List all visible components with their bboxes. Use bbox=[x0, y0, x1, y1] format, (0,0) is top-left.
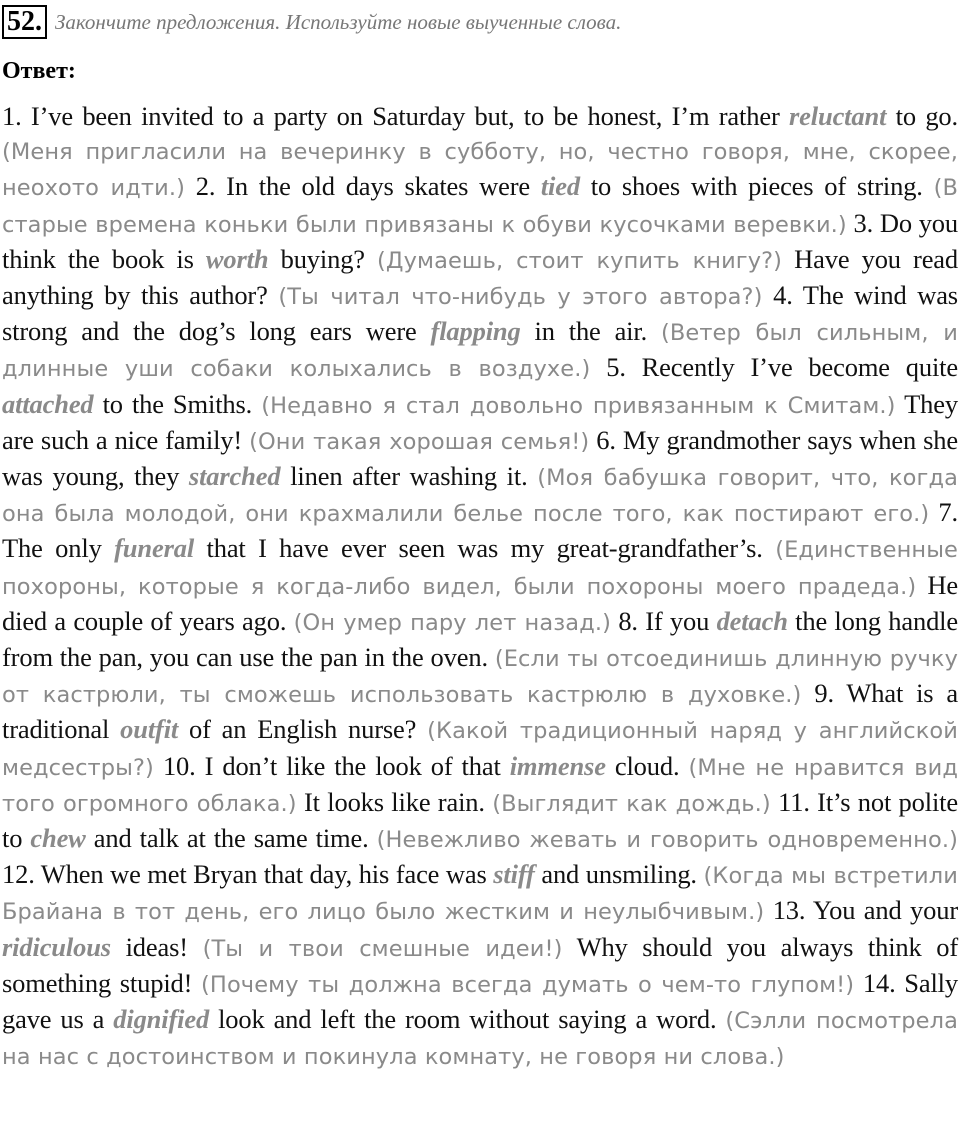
keyword: funeral bbox=[114, 533, 195, 564]
russian-translation: (Они такая хорошая семья!) bbox=[249, 428, 590, 455]
english-text: 5. Recently I’ve become quite bbox=[590, 352, 958, 383]
russian-translation: (Ты и твои смешные идеи!) bbox=[202, 935, 563, 962]
english-text: to the Smiths. bbox=[93, 388, 262, 419]
english-text: 13. You and your bbox=[764, 895, 958, 926]
english-text: and unsmiling. bbox=[534, 859, 704, 890]
russian-translation: (Ветер был сильным, и длинные уши собаки колыхались в воздухе.) bbox=[2, 320, 958, 383]
keyword: reluctant bbox=[789, 101, 887, 131]
keyword: dignified bbox=[113, 1004, 210, 1035]
english-text: 2. In the old days skates were bbox=[185, 171, 541, 202]
english-text: that I have ever seen was my great-grandfather’s. bbox=[194, 533, 776, 564]
russian-translation: (Сэлли посмотрела на нас с достоинством и покинула комнату, не говоря ни слова.) bbox=[2, 1008, 958, 1071]
exercise-header bbox=[2, 4, 958, 40]
english-text: and talk at the same time. bbox=[85, 823, 377, 854]
document-page bbox=[2, 4, 958, 1074]
keyword: starched bbox=[188, 461, 281, 492]
english-text: linen after washing it. bbox=[280, 461, 538, 492]
exercise-number: 52. bbox=[2, 5, 47, 39]
english-text: of an English nurse? bbox=[178, 714, 428, 745]
english-text: cloud. bbox=[605, 750, 689, 781]
keyword: outfit bbox=[120, 714, 179, 745]
keyword: stiff bbox=[493, 859, 535, 890]
keyword: ridiculous bbox=[2, 931, 111, 962]
russian-translation: (Недавно я стал довольно привязанным к Смитам.) bbox=[261, 392, 896, 419]
russian-translation: (В старые времена коньки были привязаны к обуви кусочками веревки.) bbox=[2, 175, 958, 238]
english-text: They are such a nice family! bbox=[2, 388, 958, 455]
russian-translation: (Единственные похороны, которые я когда-либо видел, были похороны моего прадеда.) bbox=[2, 537, 958, 600]
english-text: 8. If you bbox=[610, 605, 717, 636]
english-text: 3. Do you think the book is bbox=[2, 207, 959, 274]
english-text: to shoes with pieces of string. bbox=[579, 171, 934, 202]
answer-body bbox=[2, 99, 958, 1074]
english-text: the long handle from the pan, you can use the pan in the oven. bbox=[2, 605, 959, 673]
keyword: attached bbox=[2, 388, 94, 419]
keyword: tied bbox=[540, 171, 580, 202]
answer-label: Ответ: bbox=[2, 58, 76, 84]
english-text: He died a couple of years ago. bbox=[2, 569, 958, 636]
russian-translation: (Выглядит как дождь.) bbox=[492, 790, 771, 817]
russian-translation: (Мне не нравится вид того огромного облака.) bbox=[2, 754, 958, 817]
russian-translation: (Если ты отсоединишь длинную ручку от кастрюли, ты сможешь использовать кастрюлю в духовке.) bbox=[2, 646, 958, 709]
keyword: immense bbox=[509, 750, 606, 781]
english-text: ideas! bbox=[110, 931, 203, 962]
english-text: 7. The only bbox=[2, 497, 958, 564]
russian-translation: (Невежливо жевать и говорить одновременно.) bbox=[376, 827, 958, 854]
english-text: 11. It’s not polite to bbox=[2, 786, 959, 854]
english-text: 6. My grandmother says when she was young, they bbox=[2, 424, 958, 492]
english-text: 4. The wind was strong and the dog’s long ears were bbox=[2, 280, 958, 347]
english-text: 12. When we met Bryan that day, his face was bbox=[2, 859, 494, 890]
keyword: worth bbox=[205, 243, 269, 274]
russian-translation: (Думаешь, стоит купить книгу?) bbox=[377, 247, 783, 274]
russian-translation: (Меня пригласили на вечеринку в субботу, но, честно говоря, мне, скорее, неохото идти.) bbox=[2, 139, 958, 202]
russian-translation: (Когда мы встретили Брайана в тот день, его лицо было жестким и неулыбчивым.) bbox=[2, 863, 958, 926]
russian-translation: (Моя бабушка говорит, что, когда она была молодой, они крахмалили белье после того, как постирают его.) bbox=[2, 465, 958, 528]
russian-translation: (Почему ты должна всегда думать о чем-то глупом!) bbox=[201, 971, 855, 998]
russian-translation: (Какой традиционный наряд у английской медсестры?) bbox=[2, 718, 958, 781]
english-text: 10. I don’t like the look of that bbox=[153, 750, 510, 781]
english-text: buying? bbox=[268, 243, 378, 274]
russian-translation: (Ты читал что-нибудь у этого автора?) bbox=[278, 284, 763, 311]
english-text: It looks like rain. bbox=[296, 786, 493, 817]
english-text: 9. What is a traditional bbox=[2, 678, 958, 745]
english-text: to go. bbox=[886, 101, 958, 131]
exercise-instruction: Закончите предложения. Используйте новые выученные слова. bbox=[55, 9, 622, 34]
keyword: chew bbox=[30, 823, 86, 854]
keyword: flapping bbox=[430, 316, 521, 347]
english-text: in the air. bbox=[520, 316, 661, 347]
russian-translation: (Он умер пару лет назад.) bbox=[293, 609, 611, 636]
english-text: Why should you always think of something stupid! bbox=[2, 931, 958, 998]
english-text: Have you read anything by this author? bbox=[2, 243, 959, 311]
english-text: 1. I’ve been invited to a party on Saturday but, to be honest, I’m rather bbox=[2, 101, 789, 131]
english-text: look and left the room without saying a word. bbox=[209, 1004, 726, 1035]
english-text: 14. Sally gave us a bbox=[2, 967, 958, 1035]
keyword: detach bbox=[716, 605, 788, 636]
